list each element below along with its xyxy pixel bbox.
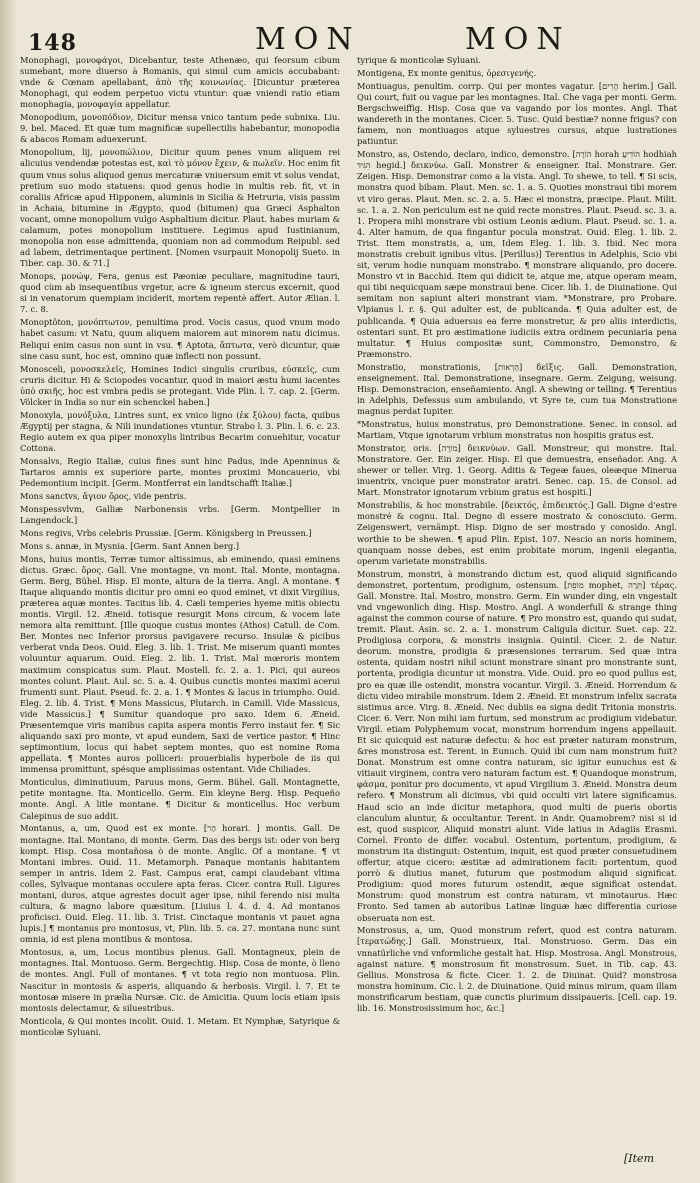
dictionary-entry: Monstrabilis, & hoc monstrabile. [δεικτός, ἐπιδεικτός.] Gall. Digne d'estre monstré & cognu. Ital. Degno di essere mostrato & conosciuto. Germ. Zeigenswert, vernämpt. Hisp. Digno de ser mostrado y conosido. Angl. worthie to be shewen. ¶ apud Plin. Epist. 107. Nescio an noris hominem, quanquam nosse debes, est enim probitate morum, ingenii elegantia, operum varietate monstrabilis.	[357, 500, 677, 566]
dictionary-entry: Monstrator, oris. [מוֹרֶה] δεικνύων. Gall. Monstreur, qui monstre. Ital. Monstratore. Ger. Ein zeiger. Hisp. El que demuestra, enseñador. Ang. A shewer or teller. Virg. 1. Georg. Aditis & Tegeæ faues, oleæque Minerua inuentrix, vncique puer monstrator aratri. Senec. cap. 15. de Consol. ad Mart. Monstrator ignotarum vrbium gratus est hospiti.]	[357, 442, 677, 498]
dictionary-entry: Monops, μονώψ, Fera, genus est Pæoniæ peculiare, magnitudine tauri, quod cùm ab insequentibus vrgetur, acre & igneum stercus excernit, quod si in venatorum quempiam inciderit, mortem repentè affert. Autor Ælian. l. 7. c. 8.	[20, 271, 340, 315]
dictionary-entry: Monticola, & Qui montes incolit. Ouid. 1. Metam. Et Nymphæ, Satyrique & monticolæ Syluani.	[20, 1015, 340, 1037]
dictionary-entry: Monstro, as, Ostendo, declaro, indico, demonstro. [הוֹרָה horah הוֹדִיעַ hodhiah הִגִּיד hegid.] δεικνύω. Gall. Monstrer & enseigner. Ital. Monstrare. Ger. Zeigen. Hisp. Demonstrar como a la vista. Angl. To shewe, to tell. ¶ Si scis, monstra quod bibam. Plaut. Men. sc. 1. a. 5. Quoties monstraui tibi morem vt viro geras. Plaut. Men. sc. 2. a. 5. Hæc ei monstra, præcipe. Plaut. Milit. sc. 1. a. 2. Non periculum est ne quid recte monstres. Plaut. Pseud. sc. 3. a. 1. Propera mihi monstrare vbi ostium Leonis ædium. Plaut. Pseud. sc. 1. a. 4. Alter hamum, de qua fingantur pocula monstrat. Ouid. Eleg. 1. lib. 2. Trist. Item monstratis, a, um, Idem Eleg. 1. lib. 3. Ibid. Nec mora monstratis crebuit ignibus vltus. [Perillus)] Terentius in Adelphis, Scio vbi sit, verum hodie nunquam monstrabo. ¶ monstrare aliquando, pro docere. Monstro vt in Bacchid. Item qui didicit te, atque me, atque operam meam, qui tibi nequicquam sæpe monstraui bene. Cicer. lib. 1. de Diuinatione. Qui semitam non sapiunt alteri monstrant viam. *Monstrare, pro Probare. Vlpianus l. r. §. Qui adulter est, de publicanda. ¶ Quia adulter est, de publicanda. ¶ Quia aduersus ea ferre monstretur, & pro aliis interdictis, ostentari sunt. Et pro æstimatione iudiciis extra ordinem pecuniaria pena multatur. ¶ Huius compositæ sunt, Commonstro, Demonstro, & Præmonstro.	[357, 149, 677, 359]
dictionary-entry: Monophagi, μονοφάγοι, Dicebantur, teste Athenæo, qui feorsum cibum sumebant, more diuerso à Romanis, qui simul cum amicis accubabant: vnde & Cœnam apellabant, ἀπὸ τῆς κοινωνίας. [Dicuntur præterea Monophagi, qui eodem perpetuo victu vtuntur: quæ vniendi ratio etiam monophagia, μονοφαγία appellatur.	[20, 55, 340, 110]
dictionary-entry: Monticulus, diminutiuum, Paruus mons, Germ. Bühel. Gall. Montagnette, petite montagne. Ita. Monticello. Germ. Ein kleyne Berg. Hisp. Pequeño monte. Angl. A litle montane. ¶ Dicitur & monticellus. Hoc verbum Calepinus de suo addit.	[20, 777, 340, 821]
dictionary-entry: Montigena, Ex monte genitus, ὀρεσιγενής.	[357, 67, 537, 78]
catchword: [Item	[624, 1152, 654, 1165]
running-head-left: MON	[255, 22, 361, 57]
dictionary-entry: Monoxyla, μονόξυλα, Lintres sunt, ex vnico ligno (ἐκ ξύλου) facta, quibus Ægyptij per stagna, & Nili inundationes vtuntur. Strabo l. 3. Plin. l. 6. c. 23. Regio autem ex qua piper monoxylis lintribus Becarim conuehitur, vocatur Cottona.	[20, 409, 340, 453]
dictionary-entry: Montiuagus, penultim. corrp. Qui per montes vagatur. [הָרִים herim.] Gall. Qui court, fuit ou vague par les montagnes. Ital. Che vaga per monti. Germ. Bergschweiffig. Hisp. Cosa que va vagando por los montes. Angl. That wandereth in the montanes. Cicer. 5. Tusc. Quid bestiæ? nonne frigus? con famem, non montiuagos atque syluestres cursus, atque lustrationes patiuntur.	[357, 80, 677, 147]
dictionary-entry: Monstrosus, a, um, Quod monstrum refert, quod est contra naturam. [τερατώδης.] Gall. Monstrueux, Ital. Monstruoso. Germ. Das ein vnnatürliche vnd vnformliche gestalt hat. Hisp. Mostrosa. Angl. Monstrous, against nature. ¶ monstrosum fit monstrosum. Suet. in Tib. cap. 43. Gellius. Monstrosa & ficte. Cicer. 1. 2. de Diuinat. Quid? monstrosa monstra hominum. Cic. l. 2. de Diuinatione. Quid minus mirum, quam illam monstrificarum bestiam, quæ cunctis plurimum dissipaueris. [Cell. cap. 19. lib. 16. Monstrosissimum hoc, &c.]	[357, 925, 677, 1014]
dictionary-entry: Mons sanctvs, ἅγιον ὄρος, vide pentris.	[20, 490, 187, 501]
dictionary-entry: *Monstratus, huius monstratus, pro Demonstratione. Senec. in consol. ad Martiam, Vtque ignotarum vrbium monstratus non hospitis gratus est.	[357, 418, 677, 441]
running-head-right: MON	[465, 22, 571, 57]
dictionary-entry: Monopolium, lij, μονοπώλιον, Dicitur quum penes vnum aliquem rei alicuius vendendæ potestas est, καὶ τὸ μόνον ἔχειν, & πωλεῖν. Hoc enim fit quum vnus solus aliquod genus mercaturæ vniuersum emit vt solus vendat, pretium suo modo statuens: quod genus hodie in multis reb. fit, vt in coraliis Africæ apud Hipponem, aluminis in Sicilia & Hetruria, visis passim in Achaia, bitumine in Ægypto, quod (bitumen) qua Græci Asphalton vocant, omne monopolium vulgo Asphaltium dicitur. Plaut. habes muriam & calamum, potes monopolium instituere. Legimus apud Iustinianum, monopolia non esse admittenda, quoniam non ad commodum Reipubl. sed ad labem, detrimentaque pertinent. [Nomen vsurpauit Monopolij Sueto. in Tiber. cap. 30. & 71.]	[20, 147, 340, 269]
dictionary-entry: Mons, huius montis, Terræ tumor altissimus, ab eminendo, quasi eminens dictus. Græc. ὄρος. Gall. Vne montagne, vn mont. Ital. Monte, montagna. Germ. Berg, Bühel. Hisp. El monte, altura de la tierra. Angl. A montane. ¶ Itaque aliquando montis dicitur pro omni eo quod eminet, vt dixit Virgilius, præterea aquæ montes. Tacitus lib. 4. Cæli temperies hyeme mitis obiectu montis. Virgil. 12. Æneid. totisque resurgit Mons circum, & vocem late nemora alta remittunt. [Ille quoque custus montes (Athos) Catull. de Com. Ber. Montes nec Inferior prorsus pavigavere recurso. Insulæ & picibus verberat vnda Deos. Ouid. Eleg. 3. lib. 1. Trist. Me miserum quanti montes voluuntur aquarum. Ouid. Eleg. 2. lib. 1. Trist. Mal mœroris montem maximum conspicatus sum. Plaut. Mostell. fc. 2. a. 1. Pici, qui aureos montes colunt. Plaut. Aul. sc. 5. a. 4. Quibus cunctis montes maximi acerui frumenti sunt. Plaut. Pseud. fc. 2. a. 1. ¶ Montes & lacus in triumpho. Ouid. Eleg. 2. lib. 4. Trist. ¶ Mons Massicus, Plutarch. in Camill. Vide Massicus, vide Massicus.] ¶ Sumitur quandoque pro saxo. Idem 6. Æneid. Præsentemque viris manibus capita aspera montis Ferro instaut fer. ¶ Sic aliquando saxi pro monte, vt apud eundem, Saxi de vertice pastor. ¶ Hinc septimontium, locus qui habet septem montes, quo est nomine Roma appellata. ¶ Montes auros polliceri: prouerbialis hyperbole de iis qui immensa promittunt, spésque amplissimas ostentant. Vide Chiliades.	[20, 553, 340, 775]
page-gutter-shadow	[0, 0, 18, 1183]
dictionary-entry: Monopodium, μονοπόδιον, Dicitur mensa vnico tantum pede subnixa. Liu. 9. bel. Maced. Et quæ tum magnificæ supellectilis habebantur, monopodia & abacos Romam aduexerunt.	[20, 112, 340, 145]
dictionary-entry: Montosus, a, um, Locus montibus plenus. Gall. Montagneux, plein de montagnes. Ital. Montuoso. Germ. Bergechtig. Hisp. Cosa de monte, ò lleno de montes. Angl. Full of montanes. ¶ vt tota regio non montuosa. Plin. Nascitur in montosis & asperis, aliquando & herbosis. Virgil. l. 7. Et te montosæ misere in prælia Nursæ. Cic. de Amicitia. Quum locis etiam ipsis montosis delectamur, & siluestribus.	[20, 947, 340, 1013]
dictionary-entry: Mons s. annæ, in Mysnia. [Germ. Sant Annen berg.]	[20, 540, 240, 551]
dictionary-entry: Monsalvs, Regio Italiæ, cuius fines sunt hinc Padus, inde Apenninus & Tartaros amnis ex superiore parte, montes proximi Moncauerio, vbi Pedemontium incipit. [Germ. Montferrat ein landtschafft Italiæ.]	[20, 455, 340, 489]
dictionary-entry: Mons regivs, Vrbs celebris Prussiæ. [Germ. Königsberg in Preussen.]	[20, 527, 312, 538]
dictionary-entry: Montanus, a, um, Quod est ex monte. [הַר horari. ] montis. Gall. De montagne. Ital. Montano, di monte. Germ. Das des bergs ist: oder von berg kompt. Hisp. Cosa montañosa ò de monte. Anglic. Of a montane. ¶ vt Montani imbres. Ouid. 11. Metamorph. Panaque montanis habitantem semper in antris. Idem 2. Fast. Campus erat, campi claudebant vltima colles, Sylvaque montanas occulere apta feras. Cicer. contra Rull. Ligures montani, duros, atque agrestes docuit ager ipse, nihil ferendo nisi multa cultura, & magno labore quæsitum. [Liuius l. 4. d. 4. Ad montanos proficisci. Ouid. Eleg. 11. lib. 3. Trist. Cinctaque montanis vt pauet agna lupis.] ¶ montanus pro montosus, vt, Plin. lib. 5. ca. 27. montana nunc sunt omnia, id est plena montibus & montosa.	[20, 823, 340, 945]
page-header	[0, 0, 700, 60]
right-text-column	[357, 55, 677, 1165]
dictionary-entry: Monspessvlvm, Galliæ Narbonensis vrbs. [Germ. Montpellier in Langendock.]	[20, 503, 340, 525]
page-number: 148	[28, 30, 77, 56]
dictionary-entry: Monosceli, μονοσκελεῖς, Homines Indici singulis cruribus, εὐσκεῖς, cum cruris dicitur. Hi & Sciopodes vocantur, quod in maiori æstu humi iacentes ὑπὸ σκιῆς, hoc est vmbra pedis se protegant. Vide Plin. l. 7. cap. 2. [Germ. Völcker in India so nur ein schenckel haben.]	[20, 363, 340, 407]
dictionary-entry: Monstrum, monstri, à monstrando dictum est, quod aliquid significando demonstret, portentum, prodigium, ostensum. [מוֹפֵת mophet, תֵּרָה] τέρας. Gall. Monstre. Ital. Mostro, monstro. Germ. Ein wunder ding, ein vngestalt vnd vngewonlich ding. Hisp. Mostro. Angl. A wonderfull & strange thing against the common course of nature. ¶ Pro monstro est, quando qui sudat, tremit. Plaut. Asin. sc. 2. a. 1. monstrum Caligula dicitur. Suet. cap. 22. Prodigiosa corpora, & monstris insignia. Quintil. Cicer. 2. de Natur. deorum. monstra, prodigia & præsensiones terrarum. Sed quæ intra ostenta, quidam nostri nihil sciunt monstrare sinant pro monstrante sunt, portenta, prodigia dicuntur ut monstra. Vide. Ouid. pro eo quod pullus est, pro ea quæ ille ostendit, monstra vocantur. Virgil. 3. Æneid. Horrendum & dictu video mirabile monstrum. Idem 2. Æneid. Et monstrum infelix sacrata sistimus arce. Virg. 8. Æneid. Nec dubiis ea signa dedit Tritonia monstris. Cicer. 6. Verr. Non mihi iam furtum, sed monstrum ac prodigium videbatur. Virgil. etiam Polyphemum vocat, monstrum horrendum ingens appellauit. Et sic quicquid est naturæ defectu: & hoc est præter naturam monstrum, &res monstrosa est. Terent. in Eunuch. Quid ibi cum nam monstrum fuit? Donat. Monstrum est omne contra naturam, sic igitur eunuchus est & vitiauit virginem, contra vero naturam factum est. ¶ Quandoque monstrum, φάσμα, ponitur pro documento, vt apud Virgilium 3. Æneid. Monstra deum refero. ¶ Monstrum ali dicimus, vbi quid occulti viri latere significamus. Haud scio an inde dicitur metaphora, quod multi de pueris obortis clanculum aluntur, & occultantur. Terent. in Andr. Quamobrem? nisi si id est, quod suspicor, Aliquid monstri alunt. Vide latius in Adagiis Erasmi. Cornel. Fronto de differ. vocabul. Ostentum, portentum, prodigium, & monstrum ita distinguit: Ostentum, inquit, est quod præter consuetudinem offertur, atque cicero: æstitæ ad admirationem facit: portentum, quod porrò & diutius manet, futurum que postmodum aliquid significat. Prodigium: quod mores futurum ostendit, æque significat ostendat. Monstrum: quod monstrum est contra naturam, vt minotaurus. Hæc Fronto. Sed tamen ab autoribus Latinæ linguæ hæc differentia curiose obseruata non est.	[357, 568, 677, 923]
dictionary-entry: Monstratio, monstrationis, [הַרְאוֹת] δεῖξις. Gall. Demonstration, enseignement. Ital. Demonstratione, insegnare. Germ. Zeigung, weisung. Hisp. Demonstracion, enseñamiento. Angl. A shewing or telling. ¶ Terentius in Adelphis, Defessus sum ambulando, vt Syre te, cum tua Monstratione magnus perdat Iupiter.	[357, 361, 677, 417]
dictionary-entry: tyrique & monticolæ Syluani.	[357, 55, 481, 65]
left-text-column	[20, 55, 340, 1165]
dictionary-entry: Monoptôton, μονόπτωτον, penultima prod. Vocis casus, quod vnum modo habet casum: vt Natu, quum aliquem maiorem aut minorem natu dicimus. Reliqui enim casus non sunt in vsu. ¶ Aptota, ἄπτωτα, verò dicuntur, quæ sine casu sunt, hoc est, omnino quæ inflecti non possunt.	[20, 317, 340, 361]
